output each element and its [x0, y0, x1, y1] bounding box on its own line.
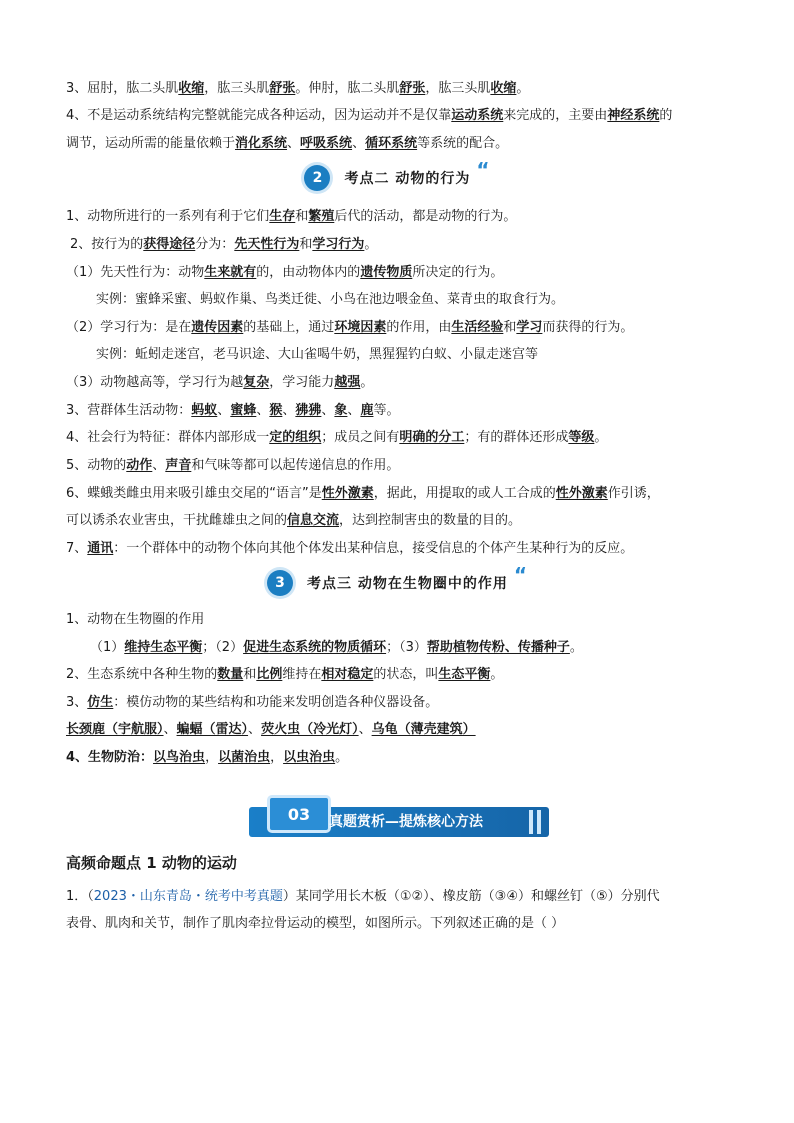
section-banner: [249, 795, 549, 839]
text-line: 3、营群体生活动物：蚂蚁、蜜蜂、猴、狒狒、象、鹿等。: [66, 403, 400, 418]
quote-icon: “: [476, 158, 490, 182]
text-line: 1、动物在生物圈的作用: [66, 612, 205, 627]
text-line: 3、仿生：模仿动物的某些结构和功能来发明创造各种仪器设备。: [66, 695, 439, 710]
text-line: 2、生态系统中各种生物的数量和比例维持在相对稳定的状态，叫生态平衡。: [66, 667, 504, 682]
banner-number: 03: [267, 795, 331, 833]
text-line: 1、动物所进行的一系列有利于它们生存和繁殖后代的活动，都是动物的行为。: [66, 209, 517, 224]
text-line: 实例：蜜蜂采蜜、蚂蚁作巢、鸟类迁徙、小鸟在池边喂金鱼、菜青虫的取食行为。: [96, 292, 565, 307]
text-line: 5、动物的动作、声音和气味等都可以起传递信息的作用。: [66, 458, 400, 473]
text-line: 4、生物防治：以鸟治虫，以菌治虫，以虫治虫。: [66, 750, 349, 765]
section-heading-role: [0, 563, 794, 598]
quote-icon: “: [513, 563, 528, 587]
question-line: 1．（2023・山东青岛・统考中考真题）某同学用长木板（①②）、橡皮筋（③④）和螺丝钉（⑤）分别代: [66, 889, 660, 904]
section-heading-title: 考点三 动物在生物圈中的作用: [306, 576, 508, 592]
text-line: 7、通讯：一个群体中的动物个体向其他个体发出某种信息，接受信息的个体产生某种行为的反应。: [66, 541, 634, 556]
question-line: 表骨、肌肉和关节，制作了肌肉牵拉骨运动的模型，如图所示。下列叙述正确的是（ ）: [66, 916, 565, 931]
text-line: 4、不是运动系统结构完整就能完成各种运动，因为运动并不是仅靠运动系统来完成的，主要由神经系统的: [66, 108, 673, 123]
text-line: 调节，运动所需的能量依赖于消化系统、呼吸系统、循环系统等系统的配合。: [66, 136, 509, 151]
section-heading-behavior: [0, 158, 794, 193]
subsection-title: 高频命题点 1 动物的运动: [66, 854, 237, 872]
section-number-badge: 3: [267, 570, 293, 596]
text-line: 3、屈肘，肱二头肌收缩，肱三头肌舒张。伸肘，肱二头肌舒张，肱三头肌收缩。: [66, 81, 530, 96]
text-line: （1）维持生态平衡；（2）促进生态系统的物质循环；（3）帮助植物传粉、传播种子。: [90, 640, 583, 655]
question-source: 2023・山东青岛・统考中考真题: [93, 889, 283, 904]
banner-title: 真题赏析—提炼核心方法: [329, 814, 483, 830]
text-line: 长颈鹿（宇航服）、蝙蝠（雷达）、荧火虫（冷光灯）、乌龟（薄壳建筑）: [66, 722, 476, 737]
text-line: （3）动物越高等，学习行为越复杂，学习能力越强。: [66, 375, 374, 390]
text-line: （1）先天性行为：动物生来就有的，由动物体内的遗传物质所决定的行为。: [66, 265, 504, 280]
text-line: 4、社会行为特征：群体内部形成一定的组织；成员之间有明确的分工；有的群体还形成等级。: [66, 430, 608, 445]
text-line: 6、蝶蛾类雌虫用来吸引雄虫交尾的“语言”是性外激素，据此，用提取的或人工合成的性外激素作引诱，: [66, 486, 660, 501]
text-line: 2、按行为的获得途径分为：先天性行为和学习行为。: [70, 237, 378, 252]
section-heading-title: 考点二 动物的行为: [344, 171, 471, 187]
text-line: 可以诱杀农业害虫，干扰雌雄虫之间的信息交流，达到控制害虫的数量的目的。: [66, 513, 522, 528]
banner-stripes-icon: [529, 810, 541, 834]
text-line: （2）学习行为：是在遗传因素的基础上，通过环境因素的作用，由生活经验和学习而获得的行为。: [66, 320, 634, 335]
text-line: 实例：蚯蚓走迷宫，老马识途、大山雀喝牛奶，黑猩猩钓白蚁、小鼠走迷宫等: [96, 347, 539, 362]
section-number-badge: 2: [304, 165, 330, 191]
